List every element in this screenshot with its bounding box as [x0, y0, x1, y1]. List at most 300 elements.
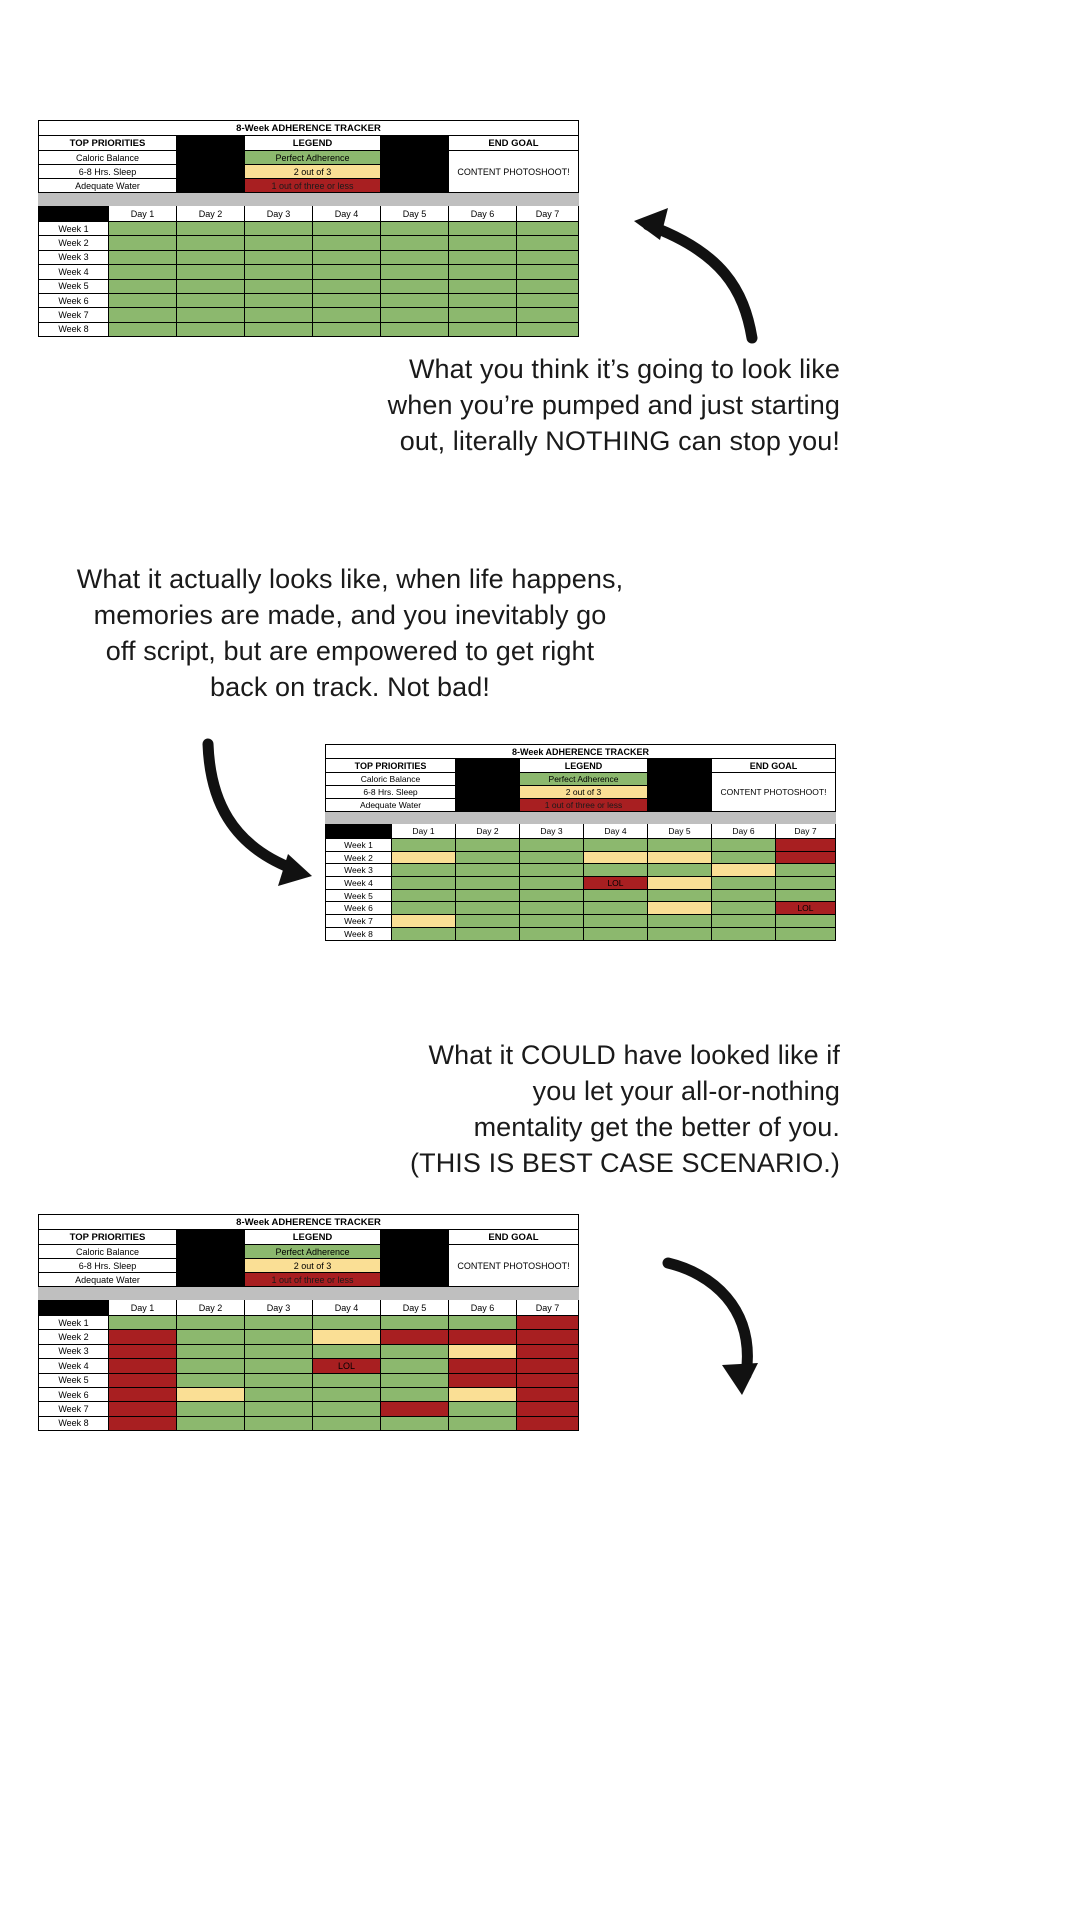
week-label: Week 2 [39, 236, 109, 250]
adherence-cell[interactable] [109, 322, 177, 336]
adherence-cell[interactable] [381, 293, 449, 307]
adherence-cell[interactable] [449, 1330, 517, 1344]
adherence-cell[interactable] [381, 1387, 449, 1401]
spacer-black-cell [456, 773, 520, 786]
week-label: Week 6 [326, 902, 392, 915]
adherence-cell[interactable] [177, 1344, 245, 1358]
adherence-cell[interactable] [177, 293, 245, 307]
adherence-cell[interactable] [584, 851, 648, 864]
adherence-cell[interactable] [520, 851, 584, 864]
adherence-cell[interactable] [109, 222, 177, 236]
adherence-cell[interactable] [177, 1416, 245, 1430]
tracker-week-row [39, 322, 579, 336]
spacer-black-cell [381, 151, 449, 165]
adherence-cell[interactable] [245, 1359, 313, 1373]
adherence-cell[interactable] [245, 1402, 313, 1416]
caption-line: (THIS IS BEST CASE SCENARIO.) [410, 1147, 840, 1178]
spacer-black-cell [177, 151, 245, 165]
end-goal-value: CONTENT PHOTOSHOOT! [712, 773, 836, 812]
tracker-week-row [39, 1387, 579, 1401]
adherence-cell[interactable] [712, 915, 776, 928]
legend-one-or-less: 1 out of three or less [245, 179, 381, 193]
tracker-week-grid [326, 839, 836, 941]
tracker-week-row [39, 265, 579, 279]
adherence-cell[interactable] [245, 236, 313, 250]
adherence-cell[interactable] [381, 265, 449, 279]
adherence-cell[interactable] [177, 308, 245, 322]
adherence-cell[interactable] [456, 889, 520, 902]
adherence-cell[interactable]: LOL [313, 1359, 381, 1373]
spacer-black-cell [648, 786, 712, 799]
adherence-cell[interactable] [177, 279, 245, 293]
adherence-cell[interactable] [712, 877, 776, 890]
end-goal-value: CONTENT PHOTOSHOOT! [449, 151, 579, 193]
tracker-priority-row [39, 151, 579, 165]
adherence-cell[interactable] [712, 851, 776, 864]
curved-arrow-up-left-icon [612, 180, 762, 350]
adherence-cell[interactable] [517, 1316, 579, 1330]
adherence-cell[interactable] [776, 839, 836, 852]
adherence-cell[interactable] [313, 1373, 381, 1387]
adherence-cell[interactable] [449, 1359, 517, 1373]
adherence-cell[interactable] [456, 864, 520, 877]
adherence-cell[interactable] [245, 1330, 313, 1344]
adherence-cell[interactable] [313, 1344, 381, 1358]
legend-two-of-three: 2 out of 3 [520, 786, 648, 799]
week-label: Week 2 [39, 1330, 109, 1344]
adherence-cell[interactable] [177, 236, 245, 250]
adherence-cell[interactable] [313, 279, 381, 293]
adherence-cell[interactable] [313, 250, 381, 264]
adherence-cell[interactable] [517, 1416, 579, 1430]
week-label: Week 1 [39, 1316, 109, 1330]
adherence-cell[interactable] [109, 1373, 177, 1387]
adherence-cell[interactable] [245, 265, 313, 279]
tracker-week-row [326, 864, 836, 877]
day-header: Day 2 [177, 206, 245, 222]
adherence-cell[interactable] [776, 889, 836, 902]
adherence-cell[interactable] [313, 308, 381, 322]
adherence-cell[interactable]: LOL [584, 877, 648, 890]
adherence-cell[interactable] [517, 1402, 579, 1416]
end-goal-value: CONTENT PHOTOSHOOT! [449, 1245, 579, 1287]
tracker-subheader-row [326, 759, 836, 773]
day-header: Day 1 [109, 1300, 177, 1316]
adherence-cell[interactable] [109, 250, 177, 264]
adherence-cell[interactable] [313, 1387, 381, 1401]
day-header: Day 2 [456, 824, 520, 839]
adherence-cell[interactable] [109, 1316, 177, 1330]
caption-reality [40, 562, 660, 706]
week-label: Week 1 [326, 839, 392, 852]
adherence-cell[interactable] [109, 1344, 177, 1358]
adherence-cell[interactable] [245, 1344, 313, 1358]
adherence-cell[interactable] [313, 1330, 381, 1344]
adherence-cell[interactable] [245, 322, 313, 336]
adherence-cell[interactable] [245, 308, 313, 322]
tracker-week-row [326, 877, 836, 890]
adherence-cell[interactable] [177, 250, 245, 264]
adherence-cell[interactable] [648, 864, 712, 877]
adherence-cell[interactable] [245, 250, 313, 264]
adherence-cell[interactable] [712, 902, 776, 915]
adherence-cell[interactable] [648, 877, 712, 890]
adherence-cell[interactable] [449, 279, 517, 293]
adherence-cell[interactable] [381, 308, 449, 322]
legend-perfect-adherence: Perfect Adherence [245, 1245, 381, 1259]
adherence-cell[interactable] [392, 839, 456, 852]
adherence-cell[interactable] [456, 927, 520, 940]
adherence-cell[interactable] [245, 1416, 313, 1430]
day-header: Day 7 [517, 1300, 579, 1316]
end-goal-header: END GOAL [449, 136, 579, 151]
adherence-cell[interactable] [517, 1330, 579, 1344]
week-label: Week 5 [39, 279, 109, 293]
adherence-cell[interactable] [392, 902, 456, 915]
tracker-week-grid [39, 222, 579, 337]
adherence-cell[interactable] [381, 1402, 449, 1416]
caption-line: What you think it’s going to look like [408, 354, 840, 384]
week-label: Week 5 [326, 889, 392, 902]
adherence-cell[interactable] [313, 322, 381, 336]
spacer-black-cell [177, 1245, 245, 1259]
adherence-cell[interactable] [776, 864, 836, 877]
adherence-cell[interactable] [177, 1387, 245, 1401]
adherence-cell[interactable] [109, 308, 177, 322]
spacer-black-cell [381, 179, 449, 193]
adherence-cell[interactable] [381, 222, 449, 236]
adherence-cell[interactable] [313, 265, 381, 279]
adherence-cell[interactable] [177, 1402, 245, 1416]
adherence-cell[interactable] [313, 222, 381, 236]
tracker-week-row [326, 889, 836, 902]
adherence-cell[interactable] [517, 1387, 579, 1401]
spacer-black-cell [381, 1245, 449, 1259]
adherence-cell[interactable] [449, 236, 517, 250]
adherence-cell[interactable] [776, 915, 836, 928]
tracker-day-header-row [39, 1300, 579, 1316]
corner-black-cell [39, 206, 109, 222]
adherence-cell[interactable] [776, 877, 836, 890]
adherence-cell[interactable] [517, 265, 579, 279]
adherence-cell[interactable] [381, 279, 449, 293]
adherence-cell[interactable] [449, 1416, 517, 1430]
caption-line: memories are made, and you inevitably go [93, 599, 607, 630]
adherence-cell[interactable] [517, 1359, 579, 1373]
tracker-week-row [39, 236, 579, 250]
tracker-week-row [326, 927, 836, 940]
adherence-cell[interactable] [109, 279, 177, 293]
adherence-cell[interactable] [517, 236, 579, 250]
adherence-cell[interactable] [776, 851, 836, 864]
adherence-cell[interactable] [449, 308, 517, 322]
adherence-cell[interactable] [517, 308, 579, 322]
adherence-cell[interactable] [648, 915, 712, 928]
adherence-cell[interactable] [584, 915, 648, 928]
adherence-cell[interactable] [313, 1416, 381, 1430]
adherence-cell[interactable] [449, 322, 517, 336]
tracker-gray-spacer-row [39, 193, 579, 206]
adherence-tracker-all-or-nothing [38, 1214, 579, 1431]
adherence-cell[interactable] [177, 222, 245, 236]
adherence-cell[interactable] [449, 293, 517, 307]
day-header: Day 5 [648, 824, 712, 839]
day-header: Day 5 [381, 1300, 449, 1316]
adherence-cell[interactable] [712, 889, 776, 902]
adherence-cell[interactable] [520, 864, 584, 877]
adherence-cell[interactable] [109, 293, 177, 307]
adherence-cell[interactable] [517, 322, 579, 336]
adherence-cell[interactable] [177, 265, 245, 279]
spacer-black-cell [381, 1273, 449, 1287]
tracker-week-row [39, 1373, 579, 1387]
adherence-cell[interactable] [449, 1387, 517, 1401]
legend-two-of-three: 2 out of 3 [245, 165, 381, 179]
adherence-cell[interactable] [712, 864, 776, 877]
priority-caloric-balance: Caloric Balance [326, 773, 456, 786]
spacer-black-cell [648, 773, 712, 786]
spacer-black-cell [456, 759, 520, 773]
spacer-black-cell [456, 786, 520, 799]
legend-header: LEGEND [520, 759, 648, 773]
adherence-cell[interactable] [177, 1330, 245, 1344]
tracker-gray-spacer-row [39, 1287, 579, 1300]
adherence-cell[interactable] [392, 864, 456, 877]
tracker-table [325, 744, 836, 941]
tracker-priority-row [326, 773, 836, 786]
week-label: Week 8 [39, 1416, 109, 1430]
adherence-cell[interactable] [177, 1316, 245, 1330]
curved-arrow-down-left-icon [650, 1255, 790, 1415]
gray-spacer [326, 812, 836, 824]
adherence-cell[interactable] [109, 1416, 177, 1430]
adherence-cell[interactable] [584, 839, 648, 852]
adherence-cell[interactable] [520, 839, 584, 852]
adherence-cell[interactable] [392, 889, 456, 902]
adherence-cell[interactable] [245, 222, 313, 236]
adherence-cell[interactable] [520, 902, 584, 915]
spacer-black-cell [177, 1259, 245, 1273]
adherence-cell[interactable] [520, 877, 584, 890]
adherence-cell[interactable] [517, 1373, 579, 1387]
adherence-cell[interactable] [776, 927, 836, 940]
adherence-cell[interactable] [381, 1316, 449, 1330]
caption-line: What it COULD have looked like if [428, 1040, 840, 1070]
week-label: Week 3 [39, 250, 109, 264]
legend-header: LEGEND [245, 1230, 381, 1245]
tracker-week-row [39, 1316, 579, 1330]
adherence-cell[interactable] [584, 889, 648, 902]
spacer-black-cell [177, 1230, 245, 1245]
week-label: Week 4 [39, 1359, 109, 1373]
adherence-cell[interactable] [392, 877, 456, 890]
legend-one-or-less: 1 out of three or less [520, 799, 648, 812]
adherence-cell[interactable] [381, 322, 449, 336]
adherence-cell[interactable] [109, 236, 177, 250]
tracker-title: 8-Week ADHERENCE TRACKER [326, 745, 836, 759]
adherence-cell[interactable] [449, 1373, 517, 1387]
adherence-cell[interactable] [449, 265, 517, 279]
adherence-cell[interactable] [245, 1316, 313, 1330]
adherence-cell[interactable] [456, 839, 520, 852]
tracker-gray-spacer-row [326, 812, 836, 824]
spacer-black-cell [177, 179, 245, 193]
adherence-cell[interactable] [648, 902, 712, 915]
tracker-day-header-row [326, 824, 836, 839]
adherence-cell[interactable] [109, 265, 177, 279]
adherence-cell[interactable] [520, 915, 584, 928]
caption-line: back on track. Not bad! [210, 671, 490, 702]
adherence-cell[interactable] [245, 293, 313, 307]
curved-arrow-down-right-icon [196, 736, 326, 906]
adherence-cell[interactable] [456, 851, 520, 864]
tracker-week-row [39, 1402, 579, 1416]
day-header: Day 4 [313, 206, 381, 222]
day-header: Day 3 [520, 824, 584, 839]
adherence-cell[interactable] [381, 250, 449, 264]
tracker-subheader-row [39, 1230, 579, 1245]
week-label: Week 4 [326, 877, 392, 890]
adherence-cell[interactable] [648, 839, 712, 852]
priority-sleep: 6-8 Hrs. Sleep [39, 165, 177, 179]
week-label: Week 6 [39, 293, 109, 307]
adherence-tracker-expectation [38, 120, 579, 337]
day-header: Day 6 [712, 824, 776, 839]
adherence-cell[interactable] [648, 851, 712, 864]
adherence-cell[interactable] [712, 927, 776, 940]
adherence-cell[interactable] [245, 1373, 313, 1387]
adherence-cell[interactable]: LOL [776, 902, 836, 915]
week-label: Week 8 [326, 927, 392, 940]
adherence-cell[interactable] [177, 1359, 245, 1373]
adherence-cell[interactable] [392, 851, 456, 864]
adherence-cell[interactable] [520, 889, 584, 902]
adherence-cell[interactable] [177, 1373, 245, 1387]
adherence-cell[interactable] [245, 1387, 313, 1401]
adherence-cell[interactable] [517, 1344, 579, 1358]
adherence-cell[interactable] [517, 293, 579, 307]
adherence-cell[interactable] [456, 902, 520, 915]
adherence-cell[interactable] [392, 927, 456, 940]
adherence-cell[interactable] [517, 250, 579, 264]
adherence-cell[interactable] [392, 915, 456, 928]
adherence-cell[interactable] [313, 293, 381, 307]
adherence-cell[interactable] [648, 889, 712, 902]
week-label: Week 3 [326, 864, 392, 877]
adherence-cell[interactable] [517, 222, 579, 236]
tracker-week-row [39, 1416, 579, 1430]
day-header: Day 7 [517, 206, 579, 222]
top-priorities-header: TOP PRIORITIES [39, 136, 177, 151]
tracker-title: 8-Week ADHERENCE TRACKER [39, 1215, 579, 1230]
caption-line: you let your all-or-nothing [532, 1075, 840, 1106]
adherence-cell[interactable] [456, 877, 520, 890]
adherence-cell[interactable] [584, 864, 648, 877]
adherence-cell[interactable] [313, 236, 381, 250]
adherence-cell[interactable] [381, 1416, 449, 1430]
adherence-cell[interactable] [520, 927, 584, 940]
adherence-cell[interactable] [456, 915, 520, 928]
adherence-cell[interactable] [381, 1373, 449, 1387]
day-header: Day 6 [449, 206, 517, 222]
caption-line: when you’re pumped and just starting [387, 389, 840, 420]
adherence-cell[interactable] [313, 1316, 381, 1330]
tracker-week-row [39, 250, 579, 264]
tracker-subheader-row [39, 136, 579, 151]
tracker-week-row [326, 839, 836, 852]
week-label: Week 8 [39, 322, 109, 336]
day-header: Day 6 [449, 1300, 517, 1316]
priority-water: Adequate Water [39, 1273, 177, 1287]
week-label: Week 6 [39, 1387, 109, 1401]
adherence-cell[interactable] [109, 1330, 177, 1344]
tracker-week-row [326, 902, 836, 915]
adherence-cell[interactable] [449, 222, 517, 236]
tracker-week-row [39, 293, 579, 307]
legend-one-or-less: 1 out of three or less [245, 1273, 381, 1287]
top-priorities-header: TOP PRIORITIES [39, 1230, 177, 1245]
week-label: Week 5 [39, 1373, 109, 1387]
day-header: Day 4 [313, 1300, 381, 1316]
adherence-cell[interactable] [381, 236, 449, 250]
adherence-cell[interactable] [177, 322, 245, 336]
spacer-black-cell [381, 136, 449, 151]
adherence-cell[interactable] [109, 1387, 177, 1401]
adherence-cell[interactable] [109, 1402, 177, 1416]
adherence-cell[interactable] [449, 1316, 517, 1330]
week-label: Week 4 [39, 265, 109, 279]
adherence-cell[interactable] [449, 1344, 517, 1358]
adherence-cell[interactable] [381, 1330, 449, 1344]
week-label: Week 7 [326, 915, 392, 928]
adherence-cell[interactable] [449, 1402, 517, 1416]
caption-all-or-nothing [330, 1038, 840, 1182]
adherence-cell[interactable] [648, 927, 712, 940]
priority-sleep: 6-8 Hrs. Sleep [39, 1259, 177, 1273]
adherence-tracker-reality [325, 744, 836, 941]
end-goal-header: END GOAL [449, 1230, 579, 1245]
adherence-cell[interactable] [449, 250, 517, 264]
tracker-week-row [326, 851, 836, 864]
tracker-title-row [39, 1215, 579, 1230]
spacer-black-cell [648, 759, 712, 773]
tracker-week-row [39, 1330, 579, 1344]
day-header: Day 3 [245, 206, 313, 222]
adherence-cell[interactable] [517, 279, 579, 293]
adherence-cell[interactable] [381, 1359, 449, 1373]
adherence-cell[interactable] [109, 1359, 177, 1373]
adherence-cell[interactable] [313, 1402, 381, 1416]
day-header: Day 3 [245, 1300, 313, 1316]
adherence-cell[interactable] [712, 839, 776, 852]
tracker-day-header-row [39, 206, 579, 222]
spacer-black-cell [381, 165, 449, 179]
tracker-week-row [39, 1344, 579, 1358]
adherence-cell[interactable] [584, 902, 648, 915]
adherence-cell[interactable] [381, 1344, 449, 1358]
priority-caloric-balance: Caloric Balance [39, 151, 177, 165]
adherence-cell[interactable] [245, 279, 313, 293]
tracker-week-row [39, 1359, 579, 1373]
tracker-title: 8-Week ADHERENCE TRACKER [39, 121, 579, 136]
week-label: Week 2 [326, 851, 392, 864]
week-label: Week 7 [39, 1402, 109, 1416]
legend-perfect-adherence: Perfect Adherence [245, 151, 381, 165]
week-label: Week 3 [39, 1344, 109, 1358]
spacer-black-cell [177, 1273, 245, 1287]
caption-line: out, literally NOTHING can stop you! [399, 425, 840, 456]
adherence-cell[interactable] [584, 927, 648, 940]
